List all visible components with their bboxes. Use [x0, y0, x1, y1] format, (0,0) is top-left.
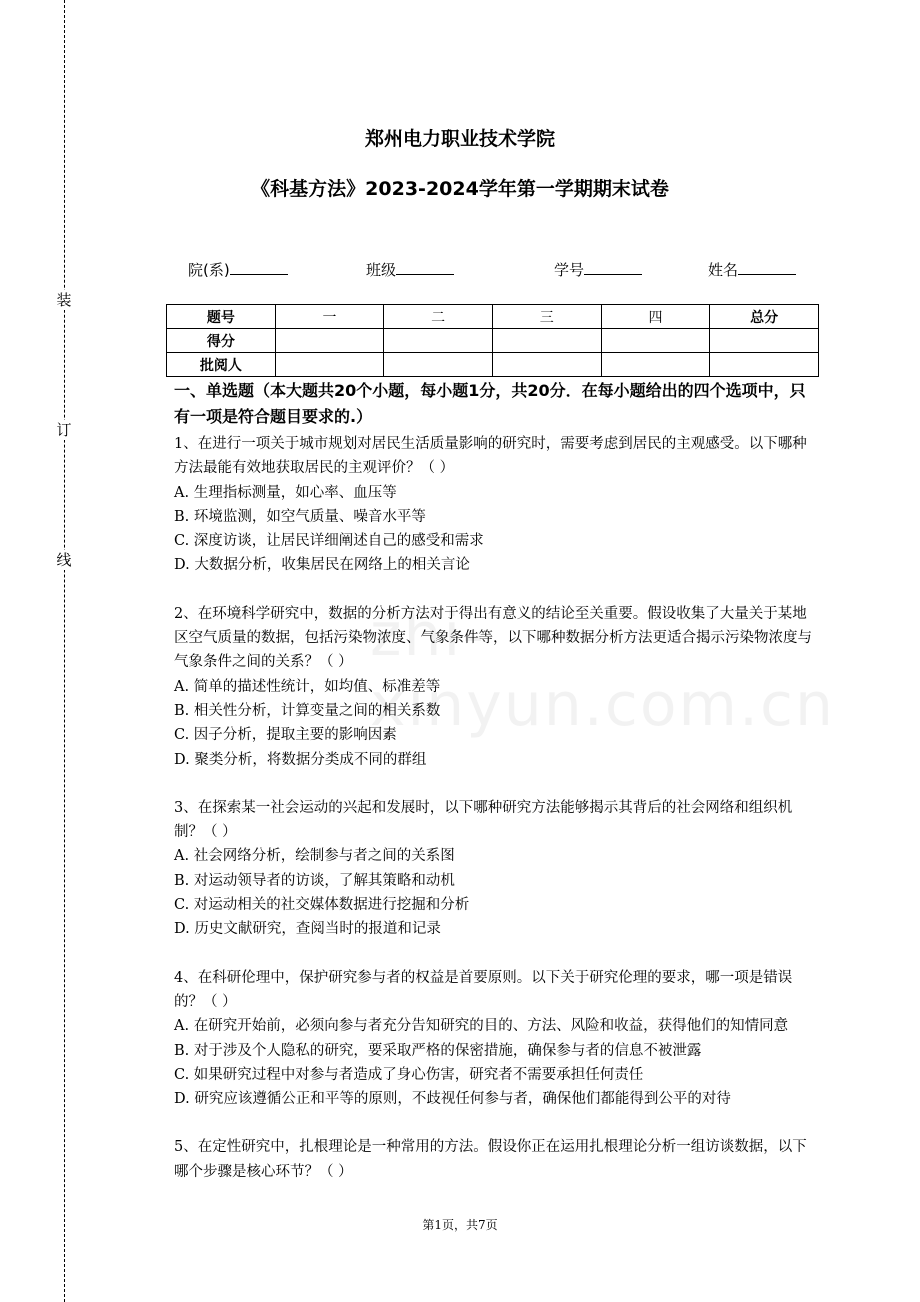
question-stem: 4、在科研伦理中，保护研究参与者的权益是首要原则。以下关于研究伦理的要求，哪一项是错误的？（ ） [174, 969, 793, 1010]
score-header-cell: 四 [601, 305, 710, 329]
score-cell[interactable] [384, 329, 493, 353]
section-title: 一、单选题（本大题共20个小题，每小题1分，共20分．在每小题给出的四个选项中，只有一项是符合题目要求的.） [174, 381, 806, 426]
option-b: B. 对运动领导者的访谈，了解其策略和动机 [174, 872, 455, 889]
score-cell[interactable] [601, 329, 710, 353]
info-student-id [554, 259, 642, 280]
question-stem: 2、在环境科学研究中，数据的分析方法对于得出有意义的结论至关重要。假设收集了大量关于某地区空气质量的数据，包括污染物浓度、气象条件等，以下哪种数据分析方法更适合揭示污染物浓度与气象条件之间的关系？（ ） [174, 605, 812, 671]
reviewer-cell[interactable] [492, 353, 601, 377]
watermark: zhi-xinyun.com.cn [370, 600, 836, 740]
score-cell[interactable] [492, 329, 601, 353]
score-cell[interactable] [275, 329, 384, 353]
info-dept-blank[interactable] [230, 260, 288, 275]
info-student-id-label: 学号 [554, 261, 585, 279]
binding-char-ding: 订 [56, 421, 72, 439]
info-class-label: 班级 [366, 261, 397, 279]
option-d: D. 大数据分析，收集居民在网络上的相关言论 [174, 557, 470, 574]
score-table-header-row [167, 305, 819, 329]
reviewer-cell[interactable] [384, 353, 493, 377]
option-c: C. 如果研究过程中对参与者造成了身心伤害，研究者不需要承担任何责任 [174, 1066, 644, 1083]
option-a: A. 生理指标测量，如心率、血压等 [174, 484, 397, 501]
option-a: A. 社会网络分析，绘制参与者之间的关系图 [174, 848, 455, 865]
page-footer: 第1页，共7页 [422, 1218, 498, 1232]
info-class [366, 259, 454, 280]
question-stem: 5、在定性研究中，扎根理论是一种常用的方法。假设你正在运用扎根理论分析一组访谈数据，以下哪个步骤是核心环节？（ ） [174, 1139, 807, 1180]
school-name: 郑州电力职业技术学院 [364, 128, 555, 150]
score-header-cell: 二 [384, 305, 493, 329]
score-row [167, 329, 819, 353]
reviewer-cell[interactable] [275, 353, 384, 377]
option-a: A. 在研究开始前，必须向参与者充分告知研究的目的、方法、风险和收益，获得他们的知情同意 [174, 1018, 789, 1035]
option-b: B. 对于涉及个人隐私的研究，要采取严格的保密措施，确保参与者的信息不被泄露 [174, 1042, 702, 1059]
option-d: D. 研究应该遵循公正和平等的原则，不歧视任何参与者，确保他们都能得到公平的对待 [174, 1091, 731, 1108]
option-b: B. 相关性分析，计算变量之间的相关系数 [174, 702, 441, 719]
score-row-label: 得分 [167, 329, 276, 353]
exam-content [174, 378, 819, 1184]
question-4 [174, 966, 819, 1112]
question-stem: 1、在进行一项关于城市规划对居民生活质量影响的研究时，需要考虑到居民的主观感受。以下哪种方法最能有效地获取居民的主观评价？（ ） [174, 436, 807, 477]
question-2 [174, 602, 819, 772]
score-header-cell: 题号 [167, 305, 276, 329]
question-5 [174, 1135, 819, 1184]
info-name [708, 259, 796, 280]
reviewer-row [167, 353, 819, 377]
reviewer-cell[interactable] [601, 353, 710, 377]
score-table [166, 304, 819, 377]
question-3 [174, 796, 819, 942]
info-name-blank[interactable] [738, 260, 796, 275]
info-name-label: 姓名 [708, 261, 739, 279]
exam-title: 《科基方法》2023-2024学年第一学期期末试卷 [251, 178, 669, 200]
score-header-cell: 总分 [710, 305, 819, 329]
option-c: C. 深度访谈，让居民详细阐述自己的感受和需求 [174, 533, 484, 550]
option-a: A. 简单的描述性统计，如均值、标准差等 [174, 678, 441, 695]
option-d: D. 历史文献研究，查阅当时的报道和记录 [174, 921, 441, 938]
info-class-blank[interactable] [396, 260, 454, 275]
question-stem: 3、在探索某一社会运动的兴起和发展时，以下哪种研究方法能够揭示其背后的社会网络和组织机制？（ ） [174, 799, 793, 841]
score-header-cell: 一 [275, 305, 384, 329]
info-dept [188, 259, 288, 280]
info-dept-label: 院(系) [188, 261, 230, 279]
binding-char-zhuang: 装 [56, 291, 72, 309]
score-cell[interactable] [710, 329, 819, 353]
option-d: D. 聚类分析，将数据分类成不同的群组 [174, 751, 427, 768]
option-c: C. 因子分析，提取主要的影响因素 [174, 727, 397, 744]
score-header-cell: 三 [492, 305, 601, 329]
reviewer-row-label: 批阅人 [167, 353, 276, 377]
reviewer-cell[interactable] [710, 353, 819, 377]
question-1 [174, 432, 819, 578]
info-student-id-blank[interactable] [584, 260, 642, 275]
option-c: C. 对运动相关的社交媒体数据进行挖掘和分析 [174, 897, 470, 914]
binding-char-xian: 线 [56, 551, 72, 569]
option-b: B. 环境监测，如空气质量、噪音水平等 [174, 508, 426, 525]
